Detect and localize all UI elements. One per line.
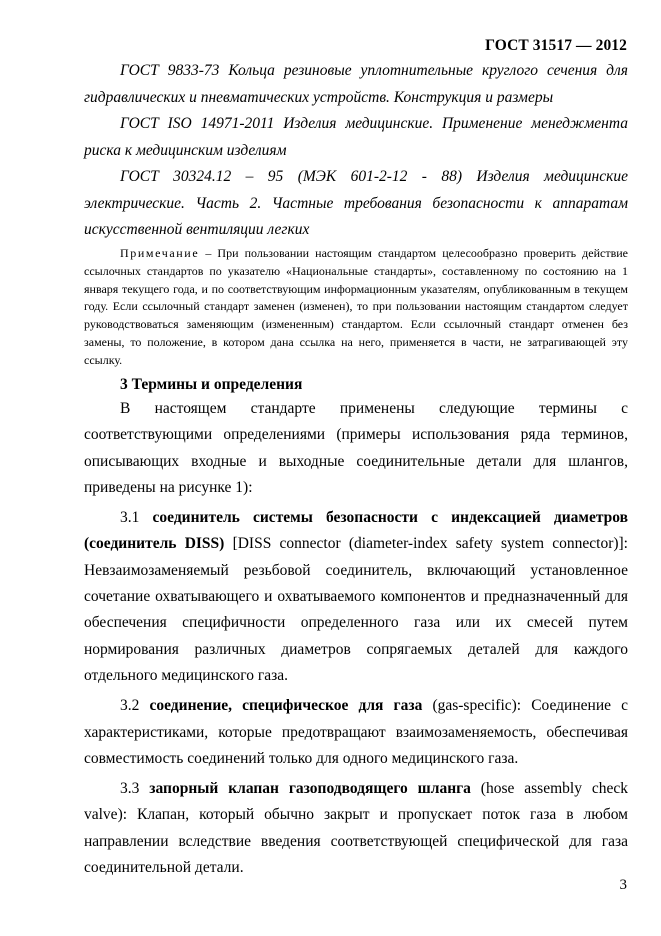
term-definition: [DISS connector (diameter-index safety system connector)]: Невзаимозаменяемый резьбовой соединитель, включающий установленное сочетание охватывающего и охватываемого компонентов и предназначенный для обеспечения специфичности определенного газа или их смесей путем нормирования различных диаметров сопрягаемых деталей для каждого отдельного медицинского газа.	[84, 535, 628, 684]
term-name: соединитель системы безопасности с индексацией диаметров (соединитель DISS)	[84, 509, 629, 553]
term-name: запорный клапан газоподводящего шланга	[149, 780, 471, 798]
reference-item: ГОСТ 30324.12 – 95 (МЭК 601-2-12 - 88) Изделия медицинские электрические. Часть 2. Частные требования безопасности к аппаратам искусственной вентиляции легких	[84, 168, 628, 238]
term-number: 3.3	[120, 780, 150, 798]
note-label: Примечание	[120, 246, 200, 260]
term-name: соединение, специфическое для газа	[149, 697, 423, 715]
reference-item: ГОСТ 9833-73 Кольца резиновые уплотнительные круглого сечения для гидравлических и пневматических устройств. Конструкция и размеры	[84, 62, 628, 106]
term-entry	[84, 505, 628, 689]
reference-item: ГОСТ ISO 14971-2011 Изделия медицинские. Применение менеджмента риска к медицинским изделиям	[84, 115, 628, 159]
note-text: – При пользовании настоящим стандартом целесообразно проверить действие ссылочных стандартов по указателю «Национальные стандарты», составленному по состоянию на 1 января текущего года, и по соответствующим информационным указателям, опубликованным в текущем году. Если ссылочный стандарт заменен (изменен), то при пользовании настоящим стандартом следует руководствоваться заменяющим (измененным) стандартом. Если ссылочный стандарт отменен без замены, то положение, в котором дана ссылка на него, применяется в части, не затрагивающей эту ссылку.	[84, 246, 628, 367]
term-number: 3.2	[120, 697, 150, 715]
note-paragraph	[84, 245, 628, 370]
note-block	[84, 245, 628, 370]
normative-references	[84, 58, 628, 244]
page-number: 3	[619, 877, 627, 893]
term-entry	[84, 776, 628, 881]
section-title: 3 Термины и определения	[120, 376, 303, 393]
document-header: ГОСТ 31517 — 2012	[485, 37, 627, 54]
term-definition: (hose assembly check valve): Клапан, который обычно закрыт и пропускает поток газа в любом направлении вследствие введения соответствующей специфической для газа соединительной детали.	[84, 780, 628, 877]
terms-section	[84, 396, 628, 885]
term-number: 3.1	[120, 509, 153, 527]
term-definition: (gas-specific): Соединение с характеристиками, которые предотвращают взаимозаменяемость, обеспечивая совместимость соединений только для одного медицинского газа.	[84, 697, 629, 767]
term-entry	[84, 693, 628, 772]
section-intro: В настоящем стандарте применены следующие термины с соответствующими определениями (примеры использования ряда терминов, описывающих входные и выходные соединительные детали для шлангов, приведены на рисунке 1):	[84, 400, 628, 496]
